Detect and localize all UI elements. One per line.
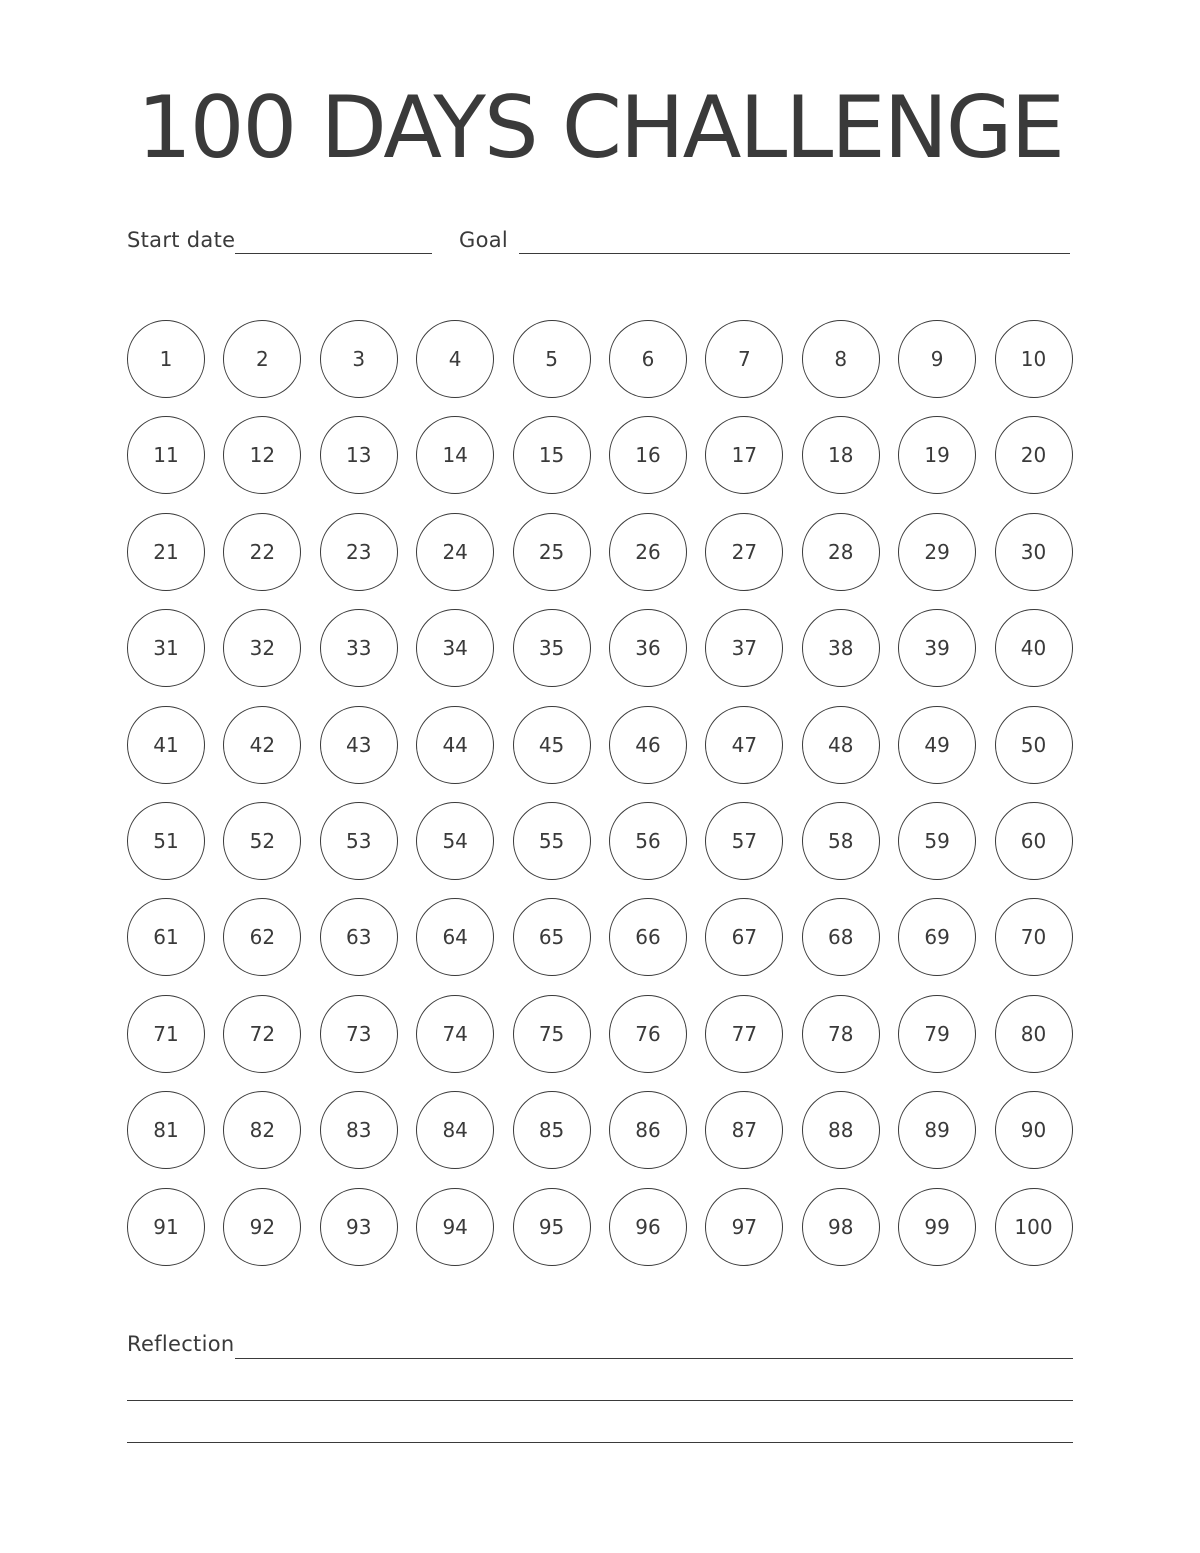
day-circle[interactable]: 52	[223, 802, 301, 880]
day-circle[interactable]: 65	[513, 898, 591, 976]
day-circle[interactable]: 38	[802, 609, 880, 687]
day-circle[interactable]: 88	[802, 1091, 880, 1169]
day-circle[interactable]: 34	[416, 609, 494, 687]
day-circle[interactable]: 66	[609, 898, 687, 976]
page-title: 100 DAYS CHALLENGE	[137, 78, 1063, 178]
day-circle[interactable]: 26	[609, 513, 687, 591]
day-circle[interactable]: 83	[320, 1091, 398, 1169]
day-circle[interactable]: 10	[995, 320, 1073, 398]
day-circle[interactable]: 62	[223, 898, 301, 976]
day-circle[interactable]: 33	[320, 609, 398, 687]
day-circle[interactable]: 18	[802, 416, 880, 494]
start-date-field[interactable]	[235, 253, 432, 254]
day-circle[interactable]: 97	[705, 1188, 783, 1266]
day-circle[interactable]: 13	[320, 416, 398, 494]
day-circle[interactable]: 45	[513, 706, 591, 784]
day-circle[interactable]: 14	[416, 416, 494, 494]
reflection-line-1[interactable]	[235, 1358, 1073, 1359]
day-circle[interactable]: 41	[127, 706, 205, 784]
day-circle[interactable]: 89	[898, 1091, 976, 1169]
day-circle[interactable]: 85	[513, 1091, 591, 1169]
start-date-label: Start date	[127, 228, 236, 252]
day-circle[interactable]: 76	[609, 995, 687, 1073]
day-circle[interactable]: 47	[705, 706, 783, 784]
day-circle[interactable]: 99	[898, 1188, 976, 1266]
day-circle[interactable]: 42	[223, 706, 301, 784]
reflection-section	[127, 1328, 1073, 1458]
day-circle[interactable]: 21	[127, 513, 205, 591]
day-circle[interactable]: 92	[223, 1188, 301, 1266]
day-circle[interactable]: 56	[609, 802, 687, 880]
day-circle[interactable]: 81	[127, 1091, 205, 1169]
day-circle[interactable]: 73	[320, 995, 398, 1073]
goal-field[interactable]	[519, 253, 1070, 254]
day-circle[interactable]: 1	[127, 320, 205, 398]
day-circle[interactable]: 82	[223, 1091, 301, 1169]
day-circle[interactable]: 80	[995, 995, 1073, 1073]
header-fields	[127, 222, 1073, 262]
reflection-line-3[interactable]	[127, 1442, 1073, 1443]
day-circle[interactable]: 35	[513, 609, 591, 687]
day-circle[interactable]: 36	[609, 609, 687, 687]
day-circle[interactable]: 28	[802, 513, 880, 591]
day-circle[interactable]: 44	[416, 706, 494, 784]
day-circle[interactable]: 67	[705, 898, 783, 976]
day-circle[interactable]: 95	[513, 1188, 591, 1266]
day-circle[interactable]: 32	[223, 609, 301, 687]
day-circle[interactable]: 50	[995, 706, 1073, 784]
day-circle[interactable]: 51	[127, 802, 205, 880]
day-circle[interactable]: 39	[898, 609, 976, 687]
day-circle[interactable]: 22	[223, 513, 301, 591]
day-circle[interactable]: 94	[416, 1188, 494, 1266]
day-circle[interactable]: 58	[802, 802, 880, 880]
day-circle[interactable]: 72	[223, 995, 301, 1073]
day-circle[interactable]: 27	[705, 513, 783, 591]
reflection-line-2[interactable]	[127, 1400, 1073, 1401]
day-circle[interactable]: 17	[705, 416, 783, 494]
day-circle[interactable]: 6	[609, 320, 687, 398]
day-circle[interactable]: 77	[705, 995, 783, 1073]
day-circle[interactable]: 98	[802, 1188, 880, 1266]
day-circle[interactable]: 91	[127, 1188, 205, 1266]
day-circle[interactable]: 23	[320, 513, 398, 591]
day-circle[interactable]: 3	[320, 320, 398, 398]
day-circle[interactable]: 2	[223, 320, 301, 398]
day-circle[interactable]: 5	[513, 320, 591, 398]
day-circle[interactable]: 79	[898, 995, 976, 1073]
day-circle[interactable]: 37	[705, 609, 783, 687]
day-circle[interactable]: 16	[609, 416, 687, 494]
day-circle[interactable]: 74	[416, 995, 494, 1073]
day-circle[interactable]: 49	[898, 706, 976, 784]
day-circle[interactable]: 71	[127, 995, 205, 1073]
day-circle[interactable]: 55	[513, 802, 591, 880]
day-circle[interactable]: 15	[513, 416, 591, 494]
day-circle[interactable]: 59	[898, 802, 976, 880]
day-circle[interactable]: 11	[127, 416, 205, 494]
day-circle[interactable]: 25	[513, 513, 591, 591]
day-circle[interactable]: 20	[995, 416, 1073, 494]
day-circle[interactable]: 90	[995, 1091, 1073, 1169]
day-circle[interactable]: 70	[995, 898, 1073, 976]
day-circle[interactable]: 8	[802, 320, 880, 398]
day-circle[interactable]: 84	[416, 1091, 494, 1169]
day-circle[interactable]: 61	[127, 898, 205, 976]
goal-label: Goal	[459, 228, 509, 252]
day-circle[interactable]: 40	[995, 609, 1073, 687]
day-circle[interactable]: 64	[416, 898, 494, 976]
day-circle[interactable]: 63	[320, 898, 398, 976]
day-circle[interactable]: 87	[705, 1091, 783, 1169]
day-circle[interactable]: 12	[223, 416, 301, 494]
day-circle[interactable]: 78	[802, 995, 880, 1073]
day-circle[interactable]: 93	[320, 1188, 398, 1266]
day-circle[interactable]: 53	[320, 802, 398, 880]
reflection-label: Reflection	[127, 1332, 235, 1356]
day-circle[interactable]: 60	[995, 802, 1073, 880]
day-circle[interactable]: 30	[995, 513, 1073, 591]
day-circle[interactable]: 29	[898, 513, 976, 591]
day-circle[interactable]: 57	[705, 802, 783, 880]
day-circle[interactable]: 54	[416, 802, 494, 880]
day-circle[interactable]: 75	[513, 995, 591, 1073]
day-circle[interactable]: 69	[898, 898, 976, 976]
day-circle[interactable]: 31	[127, 609, 205, 687]
day-circle[interactable]: 43	[320, 706, 398, 784]
day-circle[interactable]: 19	[898, 416, 976, 494]
day-circle[interactable]: 48	[802, 706, 880, 784]
day-circle[interactable]: 7	[705, 320, 783, 398]
day-grid	[127, 320, 1073, 1266]
day-circle[interactable]: 9	[898, 320, 976, 398]
day-circle[interactable]: 24	[416, 513, 494, 591]
day-circle[interactable]: 4	[416, 320, 494, 398]
day-circle[interactable]: 68	[802, 898, 880, 976]
day-circle[interactable]: 46	[609, 706, 687, 784]
day-circle[interactable]: 100	[995, 1188, 1073, 1266]
day-circle[interactable]: 86	[609, 1091, 687, 1169]
day-circle[interactable]: 96	[609, 1188, 687, 1266]
